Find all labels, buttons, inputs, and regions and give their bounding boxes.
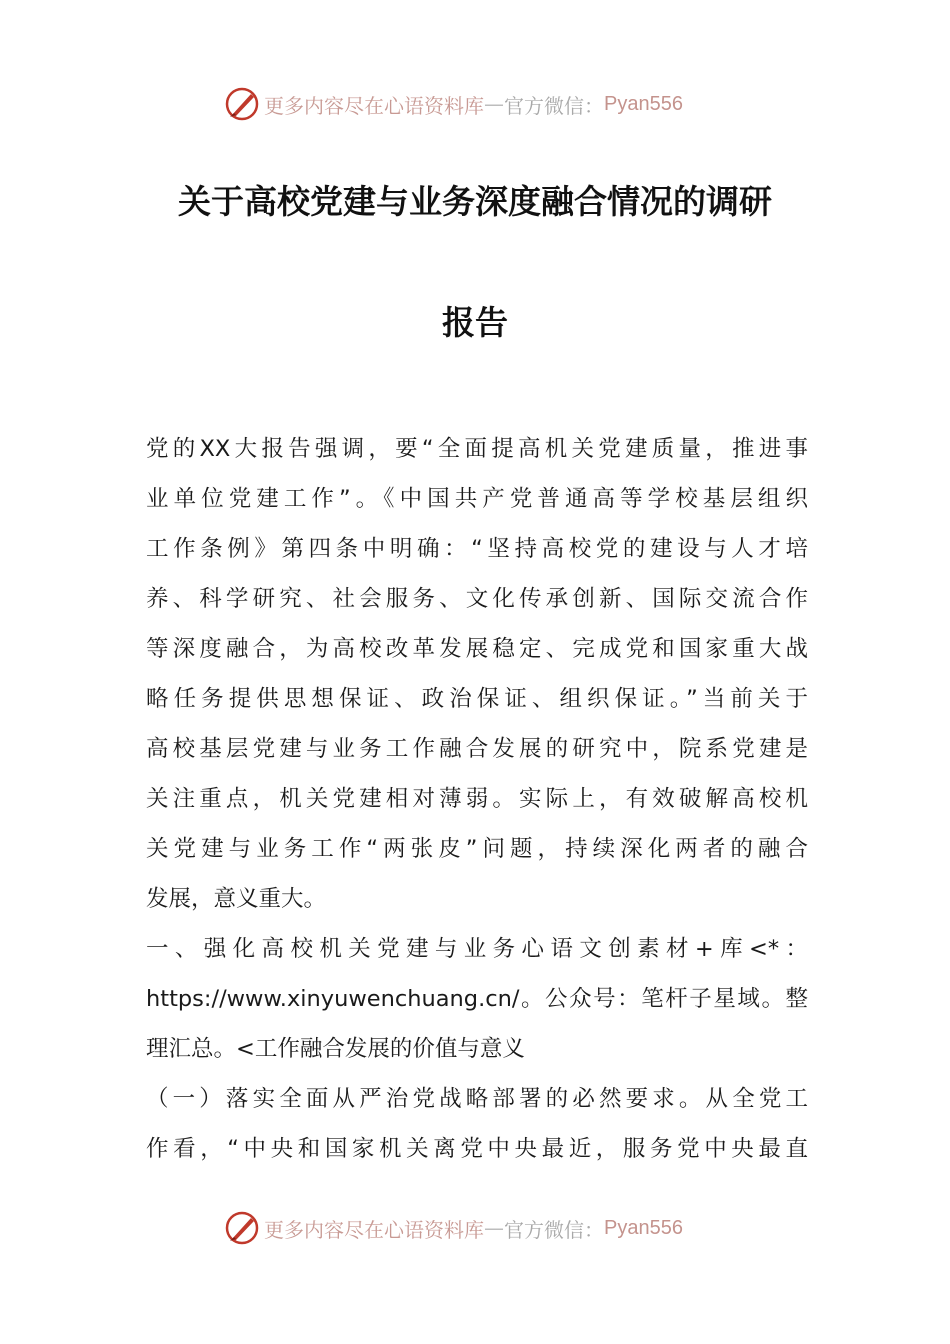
body-line: 理汇总。<工作融合发展的价值与意义 — [146, 1036, 525, 1062]
quill-logo-icon — [224, 1210, 260, 1246]
body-line: 养、科学研究、社会服务、文化传承创新、国际交流合作 — [146, 586, 808, 612]
body-line: 高校基层党建与业务工作融合发展的研究中，院系党建是 — [146, 736, 808, 762]
body-line: 业单位党建工作”。《中国共产党普通高等学校基层组织 — [146, 486, 808, 512]
body-line: 关党建与业务工作“两张皮”问题，持续深化两者的融合 — [146, 836, 808, 862]
watermark-wechat-label: 官方微信： — [504, 1217, 604, 1242]
quill-logo-icon — [224, 86, 260, 122]
watermark-separator: — — [484, 92, 504, 116]
document-title-line-2: 报告 — [442, 303, 508, 342]
watermark-wechat-id: Pyan556 — [604, 92, 683, 115]
body-line: 关注重点，机关党建相对薄弱。实际上，有效破解高校机 — [146, 786, 808, 812]
body-line: 党的XX大报告强调，要“全面提高机关党建质量，推进事 — [146, 436, 808, 462]
body-line: 发展，意义重大。 — [146, 886, 327, 912]
watermark-text: 更多内容尽在心语资料库 — [264, 93, 484, 118]
section-heading-line: 一、强化高校机关党建与业务心语文创素材+库<*： — [146, 936, 808, 962]
body-line: 工作条例》第四条中明确：“坚持高校党的建设与人才培 — [146, 536, 808, 562]
watermark-separator: — — [484, 1216, 504, 1240]
watermark-footer — [224, 1208, 683, 1248]
watermark-wechat-id: Pyan556 — [604, 1216, 683, 1239]
watermark-text: 更多内容尽在心语资料库 — [264, 1217, 484, 1242]
watermark-header — [224, 84, 683, 124]
body-line: 等深度融合，为高校改革发展稳定、完成党和国家重大战 — [146, 636, 808, 662]
body-line: 略任务提供思想保证、政治保证、组织保证。”当前关于 — [146, 686, 808, 712]
body-line: https://www.xinyuwenchuang.cn/。公众号：笔杆子星域。整 — [146, 986, 808, 1012]
body-line: 作看，“中央和国家机关离党中央最近，服务党中央最直 — [146, 1136, 808, 1162]
document-title-line-1: 关于高校党建与业务深度融合情况的调研 — [178, 182, 772, 221]
subsection-line: （一）落实全面从严治党战略部署的必然要求。从全党工 — [146, 1086, 808, 1112]
document-body — [146, 424, 808, 1174]
watermark-wechat-label: 官方微信： — [504, 93, 604, 118]
